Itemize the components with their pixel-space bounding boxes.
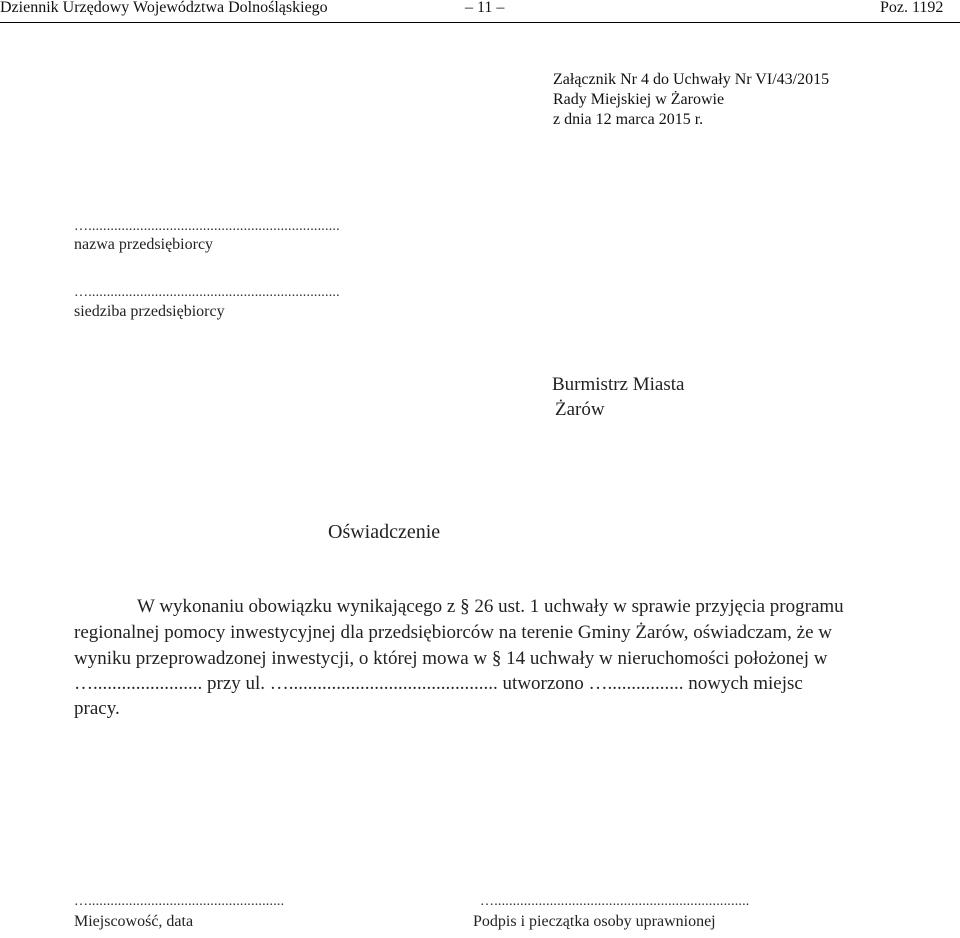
place-date-label: Miejscowość, data bbox=[74, 913, 194, 930]
company-seat-label: siedziba przedsiębiorcy bbox=[74, 303, 225, 320]
addressee-line-2: Żarów bbox=[555, 399, 605, 420]
addressee-line-1: Burmistrz Miasta bbox=[552, 374, 685, 395]
attachment-line-3: z dnia 12 marca 2015 r. bbox=[553, 111, 704, 128]
page-number: – 11 – bbox=[465, 0, 505, 16]
place-date-field: …..................................................... bbox=[74, 894, 285, 909]
company-seat-field: ….................................................................... bbox=[74, 285, 340, 300]
body-line-5: pracy. bbox=[74, 698, 120, 719]
attachment-line-1: Załącznik Nr 4 do Uchwały Nr VI/43/2015 bbox=[553, 71, 830, 88]
signature-label: Podpis i pieczątka osoby uprawnionej bbox=[473, 913, 716, 930]
body-line-1: W wykonaniu obowiązku wynikającego z § 26 ust. 1 uchwały w sprawie przyjęcia programu bbox=[137, 596, 844, 617]
company-name-label: nazwa przedsiębiorcy bbox=[74, 236, 214, 253]
position-number: Poz. 1192 bbox=[880, 0, 944, 16]
declaration-title: Oświadczenie bbox=[328, 521, 441, 543]
header-rule bbox=[0, 22, 960, 23]
body-line-4: …....................... przy ul. …............................................ utworzono …................ nowych miejsc bbox=[74, 673, 803, 694]
body-line-3: wyniku przeprowadzonej inwestycji, o której mowa w § 14 uchwały w nieruchomości położonej w bbox=[74, 648, 828, 669]
company-name-field: ….................................................................... bbox=[74, 219, 340, 234]
signature-field: …..................................................................... bbox=[480, 894, 750, 909]
attachment-line-2: Rady Miejskiej w Żarowie bbox=[553, 91, 725, 108]
body-line-2: regionalnej pomocy inwestycyjnej dla przedsiębiorców na terenie Gminy Żarów, oświadczam, że w bbox=[74, 622, 832, 643]
journal-title: Dziennik Urzędowy Województwa Dolnośląskiego bbox=[0, 0, 328, 16]
